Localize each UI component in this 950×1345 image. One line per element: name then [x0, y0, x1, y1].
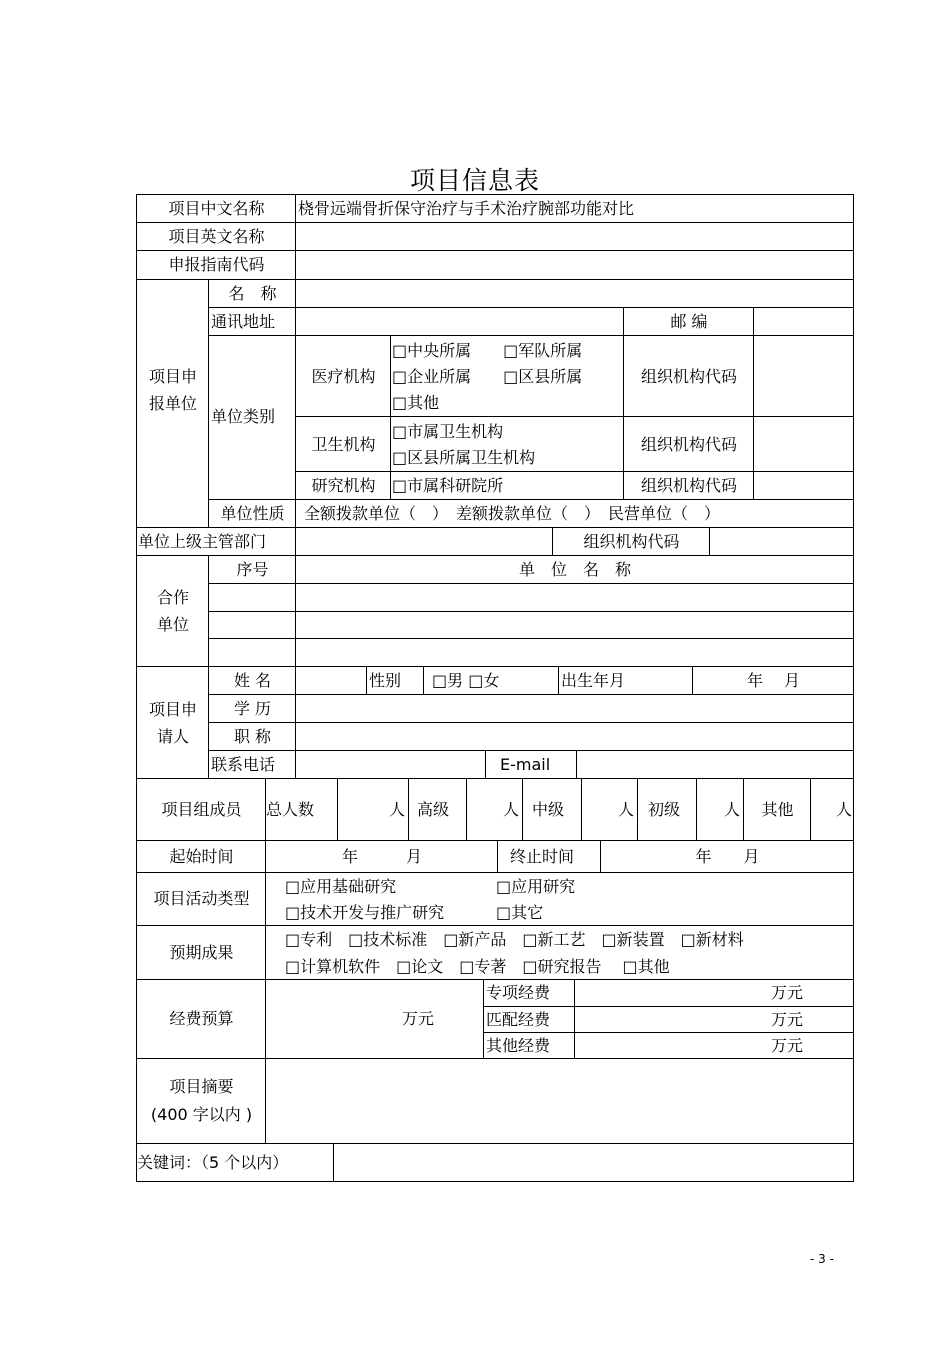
health-opt-1[interactable]: □市属卫生机构 — [392, 421, 504, 441]
medical-opt-1[interactable]: □中央所属 □军队所属 — [392, 340, 583, 360]
coop-label: 合作单位 — [136, 555, 209, 666]
activity-label: 项目活动类型 — [136, 872, 266, 925]
edu-label: 学 历 — [208, 694, 296, 722]
cn-name-value[interactable]: 桡骨远端骨折保守治疗与手术治疗腕部功能对比 — [295, 194, 854, 222]
activity-basic-research[interactable]: □应用基础研究 — [285, 877, 397, 896]
phone-label: 联系电话 — [208, 750, 296, 778]
address-label: 通讯地址 — [208, 307, 296, 335]
page-number: - 3 - — [810, 1252, 834, 1266]
address-field[interactable] — [295, 307, 624, 335]
health-options[interactable] — [390, 416, 624, 472]
members-total-label: 总人数 — [265, 778, 338, 840]
members-label: 项目组成员 — [136, 778, 266, 840]
members-senior-label: 高级 — [408, 778, 467, 840]
gender-options[interactable]: □男 □女 — [423, 666, 559, 694]
members-junior-field[interactable]: 人 — [696, 778, 744, 840]
applicant-name-field[interactable] — [295, 666, 367, 694]
matching-fund-field[interactable]: 万元 — [574, 1006, 854, 1032]
applicant-title-field[interactable] — [295, 722, 854, 750]
research-org-code-label: 组织机构代码 — [623, 471, 754, 499]
phone-field[interactable] — [295, 750, 486, 778]
medical-label: 医疗机构 — [295, 335, 391, 417]
other-fund-label: 其他经费 — [483, 1032, 575, 1058]
coop-row-3-name[interactable] — [295, 638, 854, 666]
guide-code-field[interactable] — [295, 250, 854, 279]
applicant-name-label: 姓 名 — [208, 666, 296, 694]
outcome-line-1[interactable]: □专利 □技术标准 □新产品 □新工艺 □新装置 □新材料 — [285, 930, 744, 949]
coop-row-1-seq[interactable] — [208, 583, 296, 611]
email-field[interactable] — [576, 750, 854, 778]
gender-label: 性别 — [366, 666, 424, 694]
page-title: 项目信息表 — [409, 166, 540, 195]
superior-label: 单位上级主管部门 — [136, 527, 296, 555]
activity-other[interactable]: □其它 — [496, 900, 670, 925]
end-time-field[interactable]: 年 月 — [600, 840, 854, 872]
coop-row-2-seq[interactable] — [208, 611, 296, 638]
health-org-code-label: 组织机构代码 — [623, 416, 754, 472]
members-middle-field[interactable]: 人 — [581, 778, 638, 840]
applicant-title-label: 职 称 — [208, 722, 296, 750]
start-time-field[interactable]: 年 月 — [265, 840, 498, 872]
coop-row-3-seq[interactable] — [208, 638, 296, 666]
keywords-label: 关键词：（5 个以内） — [136, 1143, 334, 1182]
end-time-label: 终止时间 — [497, 840, 601, 872]
special-fund-label: 专项经费 — [483, 979, 575, 1006]
keywords-field[interactable] — [333, 1143, 854, 1182]
members-junior-label: 初级 — [637, 778, 697, 840]
members-other-label: 其他 — [743, 778, 811, 840]
unit-name-field[interactable] — [295, 279, 854, 307]
activity-applied-research[interactable]: □应用研究 — [496, 877, 576, 896]
coop-row-1-name[interactable] — [295, 583, 854, 611]
category-label: 单位类别 — [208, 335, 296, 499]
matching-fund-label: 匹配经费 — [483, 1006, 575, 1032]
members-senior-field[interactable]: 人 — [466, 778, 523, 840]
budget-label: 经费预算 — [136, 979, 266, 1058]
research-option[interactable]: □市属科研院所 — [390, 471, 624, 499]
activity-options[interactable] — [265, 872, 854, 925]
activity-tech-dev[interactable]: □技术开发与推广研究 — [285, 903, 445, 922]
birth-field[interactable]: 年 月 — [692, 666, 854, 694]
birth-label: 出生年月 — [558, 666, 693, 694]
medical-opt-2[interactable]: □企业所属 □区县所属 — [392, 366, 583, 386]
medical-opt-3[interactable]: □其他 — [392, 392, 440, 412]
members-total-field[interactable]: 人 — [337, 778, 409, 840]
health-label: 卫生机构 — [295, 416, 391, 472]
cn-name-label: 项目中文名称 — [136, 194, 296, 222]
other-fund-field[interactable]: 万元 — [574, 1032, 854, 1058]
summary-label: 项目摘要 (400 字以内 ) — [136, 1058, 266, 1143]
coop-unit-name-label: 单 位 名 称 — [295, 555, 854, 583]
guide-code-label: 申报指南代码 — [136, 250, 296, 279]
postcode-field[interactable] — [753, 307, 854, 335]
unit-section-label: 项目申报单位 — [136, 279, 209, 499]
start-time-label: 起始时间 — [136, 840, 266, 872]
superior-field[interactable] — [295, 527, 553, 555]
coop-seq-label: 序号 — [208, 555, 296, 583]
edu-field[interactable] — [295, 694, 854, 722]
medical-org-code-label: 组织机构代码 — [623, 335, 754, 417]
nature-options[interactable]: 全额拨款单位（ ） 差额拨款单位（ ） 民营单位（ ） — [295, 499, 854, 527]
medical-options[interactable] — [390, 335, 624, 417]
postcode-label: 邮 编 — [623, 307, 754, 335]
en-name-field[interactable] — [295, 222, 854, 250]
email-label: E-mail — [485, 750, 577, 778]
nature-label: 单位性质 — [208, 499, 296, 527]
health-org-code-field[interactable] — [753, 416, 854, 472]
budget-total-field[interactable]: 万元 — [265, 979, 484, 1058]
summary-field[interactable] — [265, 1058, 854, 1143]
coop-row-2-name[interactable] — [295, 611, 854, 638]
medical-org-code-field[interactable] — [753, 335, 854, 417]
members-middle-label: 中级 — [522, 778, 582, 840]
outcome-options[interactable] — [265, 925, 854, 979]
outcome-line-2[interactable]: □计算机软件 □论文 □专著 □研究报告 □其他 — [285, 954, 726, 979]
special-fund-field[interactable]: 万元 — [574, 979, 854, 1006]
en-name-label: 项目英文名称 — [136, 222, 296, 250]
superior-org-code-field[interactable] — [709, 527, 854, 555]
outcome-label: 预期成果 — [136, 925, 266, 979]
unit-name-label: 名 称 — [208, 279, 296, 307]
superior-org-code-label: 组织机构代码 — [552, 527, 710, 555]
health-opt-2[interactable]: □区县所属卫生机构 — [392, 447, 536, 467]
members-other-field[interactable]: 人 — [810, 778, 854, 840]
applicant-label: 项目申请人 — [136, 666, 209, 778]
research-label: 研究机构 — [295, 471, 391, 499]
research-org-code-field[interactable] — [753, 471, 854, 499]
